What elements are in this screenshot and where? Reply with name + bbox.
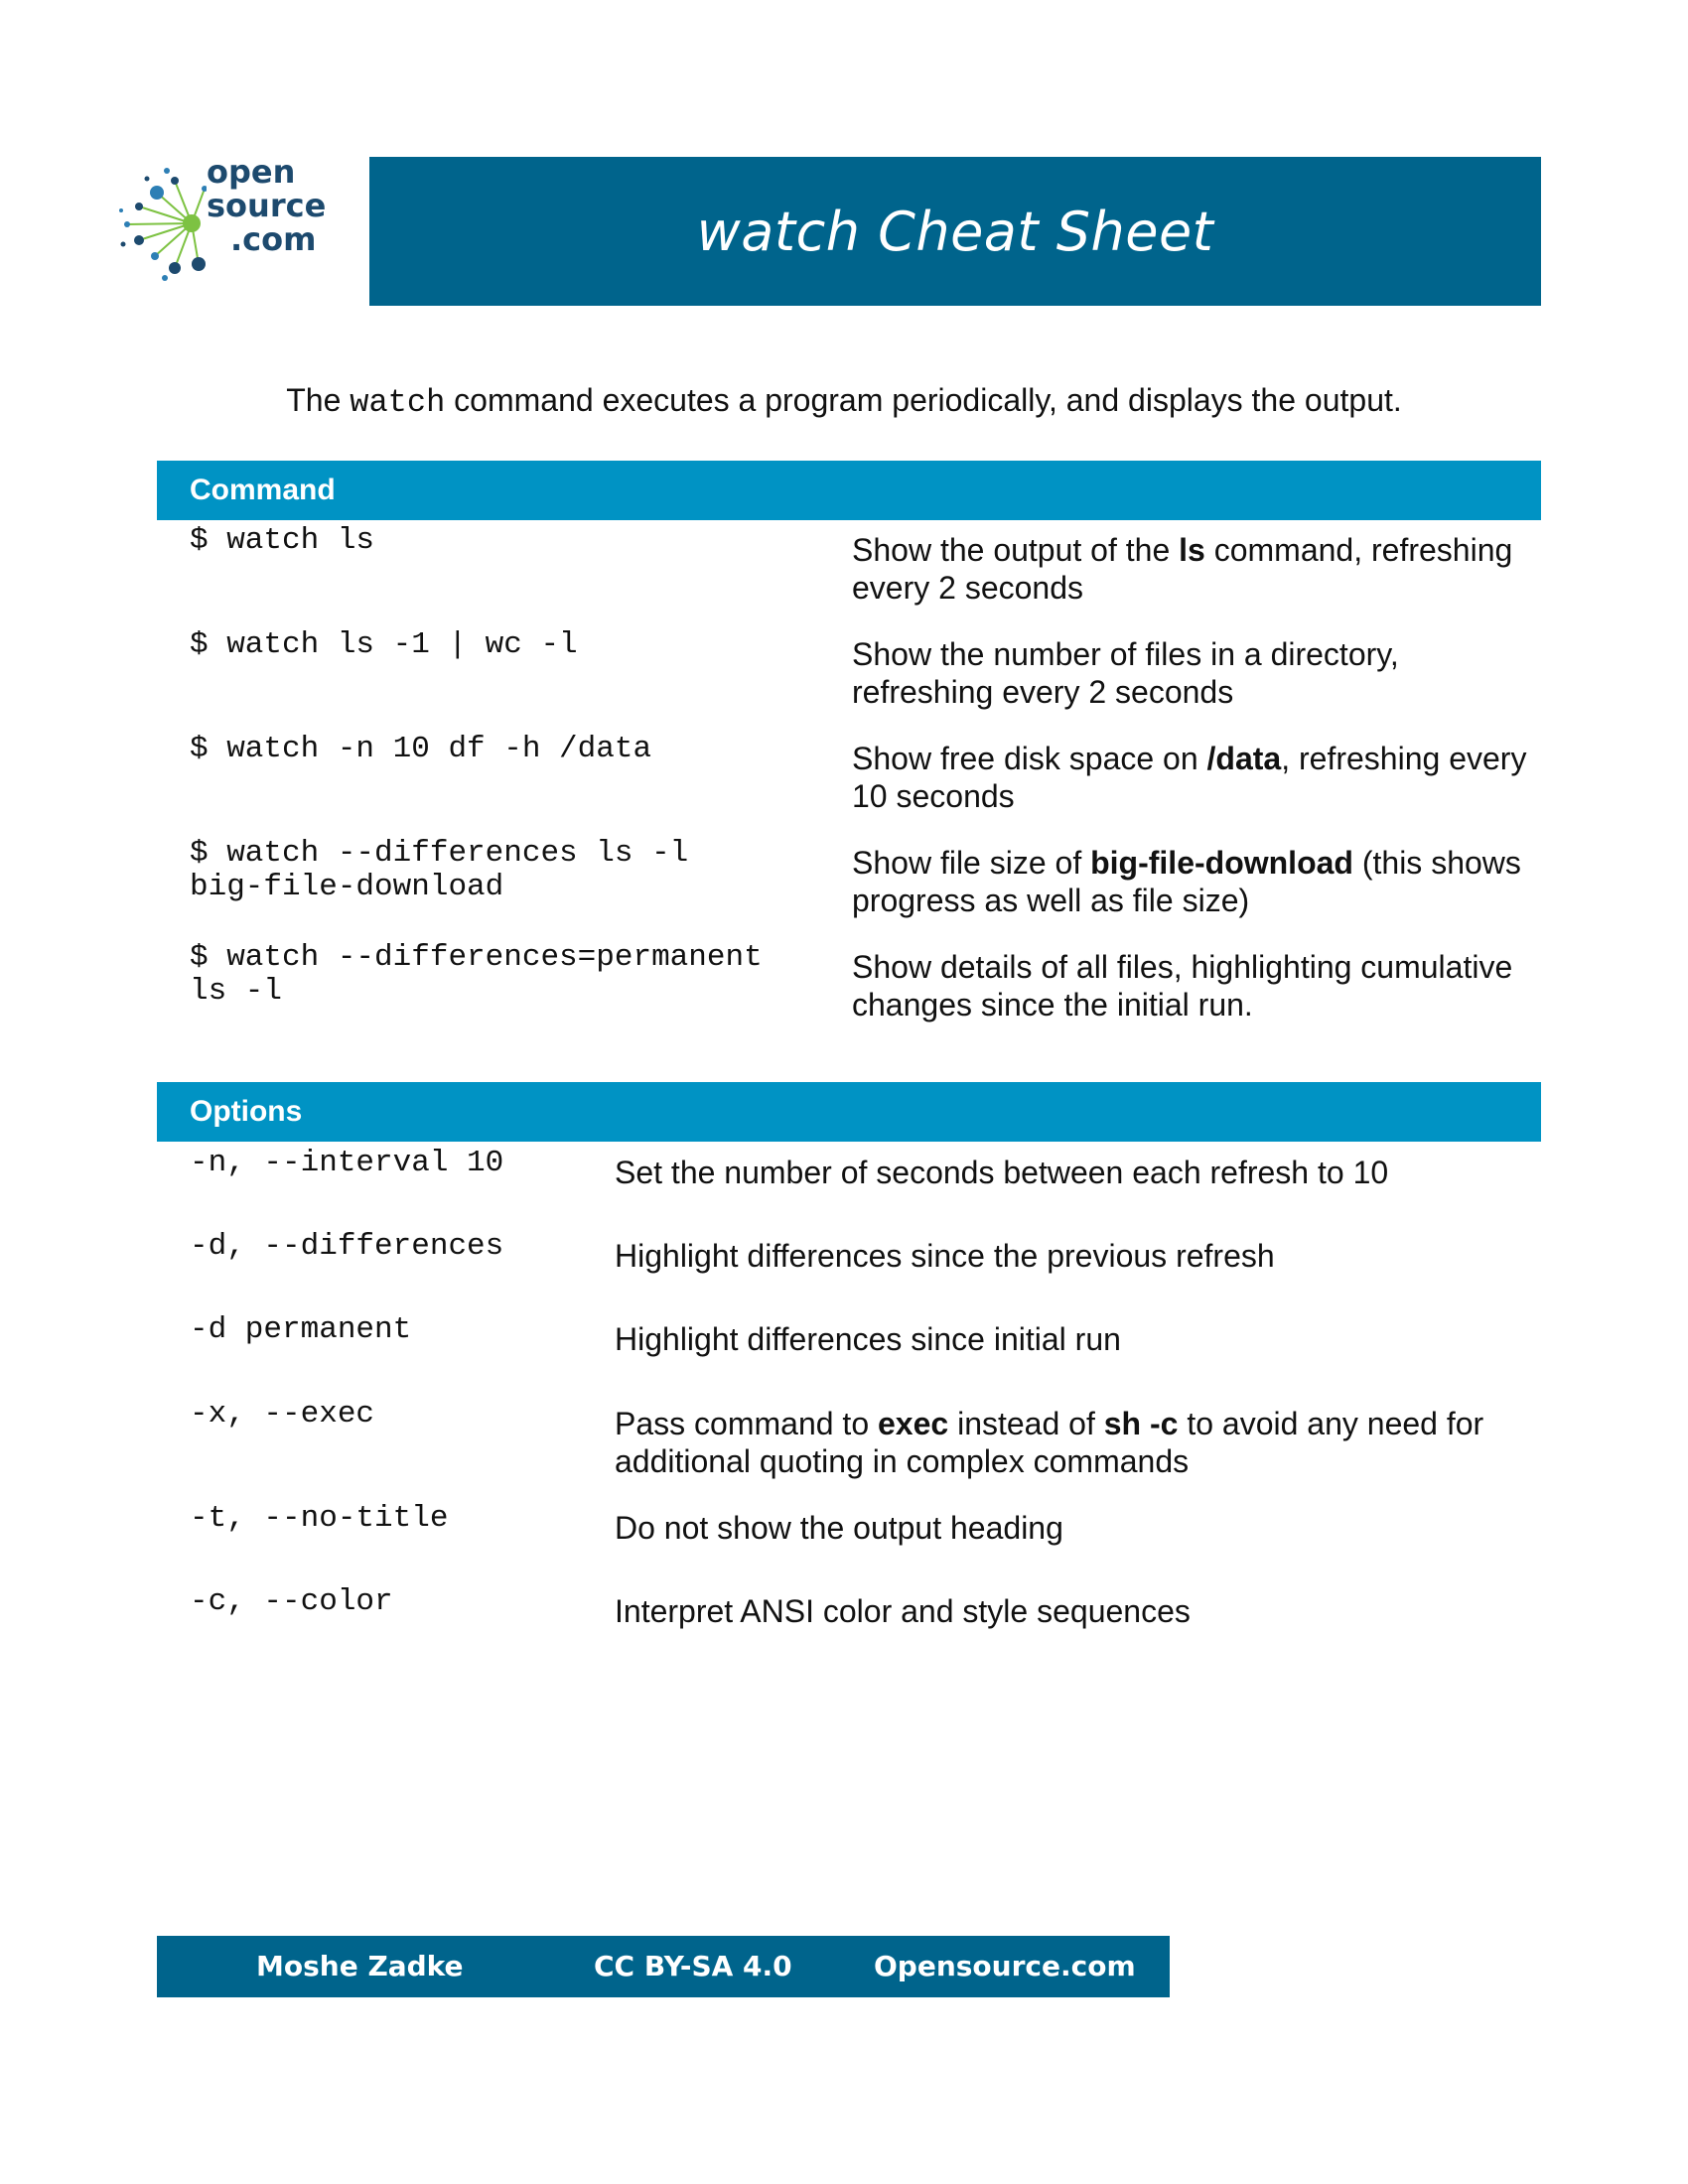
desc-bold: /data <box>1206 741 1282 776</box>
desc-part: Show free disk space on <box>852 741 1207 776</box>
desc-part: command, refreshing every 2 seconds <box>852 532 1513 606</box>
footer-bar <box>157 1936 1170 1997</box>
desc-part: Pass command to <box>615 1406 878 1441</box>
desc-bold: ls <box>1179 532 1205 568</box>
option-flag: -d, --differences <box>190 1229 504 1264</box>
desc-bold: sh -c <box>1103 1406 1179 1441</box>
footer-site: Opensource.com <box>874 1950 1136 1982</box>
option-flag: -d permanent <box>190 1312 412 1347</box>
desc-part: (this shows progress as well as file size) <box>852 845 1521 918</box>
page-title: watch Cheat Sheet <box>696 200 1214 263</box>
desc-part: Highlight differences since the previous refresh <box>615 1238 1275 1274</box>
desc-part: Interpret ANSI color and style sequences <box>615 1593 1191 1629</box>
command-code: $ watch --differences ls -l big-file-download <box>190 836 689 904</box>
option-description <box>615 1237 1548 1275</box>
opensource-logo <box>117 149 336 298</box>
logo-burst-icon <box>117 159 207 283</box>
option-description <box>615 1154 1548 1191</box>
desc-bold: exec <box>878 1406 949 1441</box>
desc-part: Set the number of seconds between each refresh to 10 <box>615 1155 1389 1190</box>
intro-before: The <box>286 382 351 418</box>
option-flag: -n, --interval 10 <box>190 1146 504 1180</box>
command-description <box>852 740 1527 815</box>
command-code: $ watch --differences=permanent ls -l <box>190 940 763 1009</box>
option-description <box>615 1592 1548 1630</box>
command-code: $ watch ls <box>190 523 375 558</box>
command-section-header: Command <box>157 461 1541 520</box>
intro-after: command executes a program periodically, and displays the output. <box>445 382 1402 418</box>
option-description <box>615 1405 1548 1480</box>
intro-text <box>0 382 1688 421</box>
logo-line-source: source <box>207 187 327 224</box>
option-description <box>615 1320 1548 1358</box>
command-description <box>852 531 1527 607</box>
desc-part: Highlight differences since initial run <box>615 1321 1121 1357</box>
desc-part: Show the output of the <box>852 532 1180 568</box>
options-section-header: Options <box>157 1082 1541 1142</box>
option-flag: -t, --no-title <box>190 1501 449 1536</box>
command-description <box>852 844 1527 919</box>
desc-part: Show the number of files in a directory, refreshing every 2 seconds <box>852 636 1399 710</box>
logo-wordmark <box>207 155 326 256</box>
option-flag: -c, --color <box>190 1584 393 1619</box>
command-description <box>852 635 1527 711</box>
title-banner <box>369 157 1541 306</box>
option-description <box>615 1509 1548 1547</box>
desc-part: instead of <box>948 1406 1104 1441</box>
desc-bold: big-file-download <box>1090 845 1353 881</box>
footer-author: Moshe Zadke <box>256 1950 464 1982</box>
desc-part: Show file size of <box>852 845 1091 881</box>
desc-part: to avoid any need for additional quoting in complex commands <box>615 1406 1484 1479</box>
desc-part: , refreshing every 10 seconds <box>852 741 1527 814</box>
intro-code: watch <box>350 384 446 421</box>
command-code: $ watch ls -1 | wc -l <box>190 627 578 662</box>
option-flag: -x, --exec <box>190 1397 375 1432</box>
command-description <box>852 948 1527 1024</box>
logo-line-com: .com <box>230 220 317 258</box>
desc-part: Do not show the output heading <box>615 1510 1063 1546</box>
logo-line-open: open <box>207 153 296 191</box>
command-code: $ watch -n 10 df -h /data <box>190 732 652 766</box>
footer-license: CC BY-SA 4.0 <box>594 1950 792 1982</box>
desc-part: Show details of all files, highlighting cumulative changes since the initial run. <box>852 949 1513 1023</box>
